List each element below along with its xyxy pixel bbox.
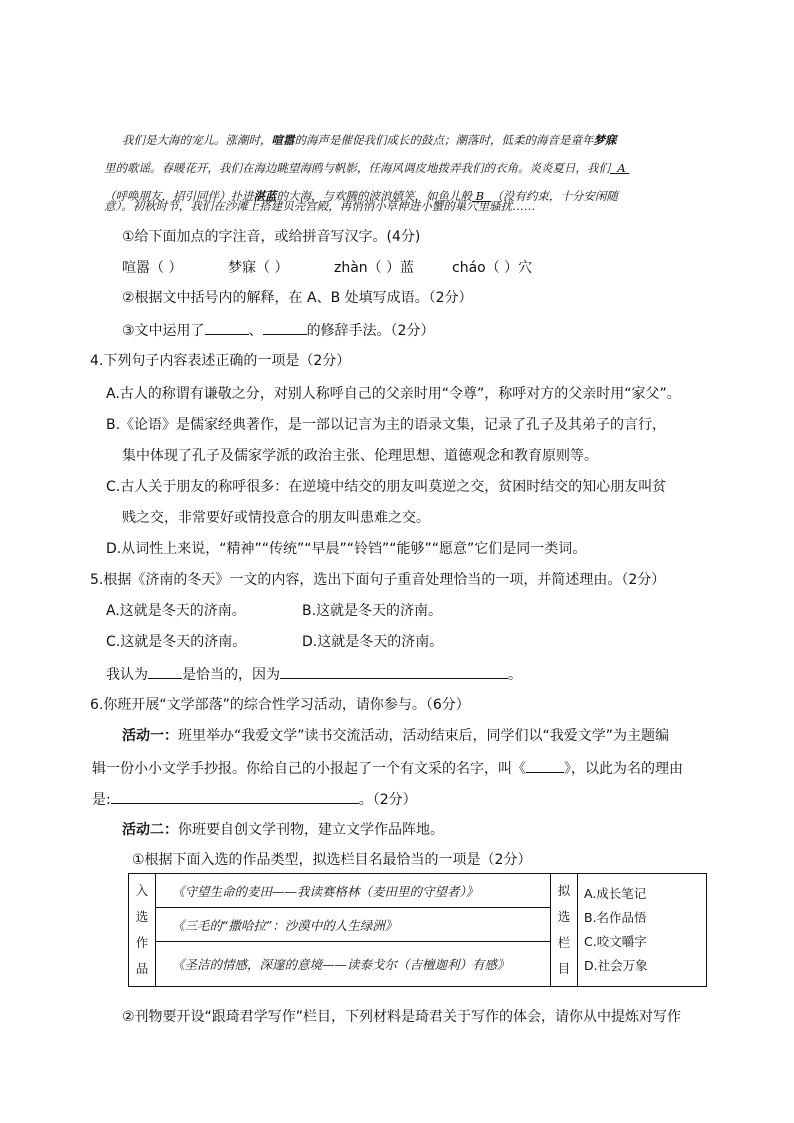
activity-2-title: 活动二：	[122, 822, 178, 838]
work-item-2: 《三毛的“撒哈拉”：沙漠中的人生绿洲》	[156, 908, 551, 942]
q5-choice-blank[interactable]	[148, 664, 182, 679]
q6-activity-1-line2	[92, 758, 683, 778]
activity-1-text: 》，以此为名的理由	[564, 761, 683, 777]
q5-option-b: B.这就是冬天的济南。	[302, 603, 443, 619]
q3-sub1: ①给下面加点的字注音，或给拼音写汉字。(4分)	[122, 229, 421, 245]
q5-answer-line	[106, 664, 522, 684]
right-head-char: 目	[557, 961, 571, 976]
left-head-char: 选	[135, 909, 149, 924]
passage-text: 的海声是催促我们成长的鼓点；潮落时，低柔的海音是童年	[294, 133, 594, 147]
q6-activity-2-sub2: ②刊物要开设“跟琦君学写作”栏目，下列材料是琦君关于写作的体会，请你从中提炼对写作	[122, 1009, 682, 1025]
newspaper-name-blank[interactable]	[526, 758, 564, 773]
passage-line-2	[104, 159, 629, 177]
q4-option-c: C.古人关于朋友的称呼很多：在逆境中结交的朋友叫莫逆之交，贫困时结交的知心朋友叫贫	[106, 479, 667, 495]
rhetoric-blank-1[interactable]	[205, 320, 249, 335]
activity-1-text: 班里举办“我爱文学”读书交流活动，活动结束后，同学们以“我爱文学”为主题编	[178, 728, 670, 744]
q4-option-b: B.《论语》是儒家经典著作，是一部以记言为主的语录文集，记录了孔子及其弟子的言行，	[106, 417, 667, 433]
passage-text: 里的歌谣。春暖花开，我们在海边眺望海鸥与帆影，任海风调皮地拨弄我们的衣角。炎炎夏日，我们	[104, 161, 610, 175]
option-a[interactable]: A.成长笔记	[584, 886, 647, 901]
q4-stem: 4.下列句子内容表述正确的一项是（2分）	[90, 353, 351, 369]
passage-text: 我们是大海的宠儿。涨潮时，	[122, 133, 272, 147]
right-head-char: 拟	[557, 883, 571, 898]
column-selection-table	[128, 873, 707, 987]
left-head-char: 入	[135, 883, 149, 898]
q6-activity-2	[122, 821, 444, 839]
blank-a-label: A	[617, 161, 626, 175]
q4-option-a: A.古人的称谓有谦敬之分，对别人称呼自己的父亲时用“令尊”，称呼对方的父亲时用“家父”。	[106, 386, 681, 402]
option-c[interactable]: C.咬文嚼字	[584, 934, 647, 949]
q6-activity-1	[122, 727, 669, 745]
rhetoric-blank-2[interactable]	[263, 320, 307, 335]
left-head-char: 作	[135, 935, 149, 950]
q4-option-b-cont: 集中体现了孔子及儒家学派的政治主张、伦理思想、道德观念和教育原则等。	[122, 448, 598, 464]
dotted-word-mengmei: 梦寐	[593, 133, 617, 147]
activity-1-text: 。（2分）	[358, 792, 417, 808]
options-cell	[578, 874, 707, 987]
passage-text: 意）。初秋时节，我们在沙滩上搭建贝壳宫殿，再悄悄小草伸进小蟹的巢穴里骚扰……	[104, 199, 536, 213]
q3-word-xuanxiao: 喧嚣（ ）	[122, 260, 183, 276]
q5-stem: 5.根据《济南的冬天》一文的内容，选出下面句子重音处理恰当的一项，并简述理由。（2分）	[90, 572, 666, 588]
option-b[interactable]: B.名作品悟	[584, 910, 647, 925]
q3-sub3	[122, 320, 434, 340]
q3-word-mengmei: 梦寐（ ）	[228, 260, 289, 276]
passage-text: （没有约束，十分安闲随	[491, 189, 618, 203]
q5-reason-blank[interactable]	[280, 664, 508, 679]
q6-activity-1-line3	[92, 789, 417, 809]
dotted-word-xuanxiao: 喧嚣	[271, 133, 295, 147]
right-head-char: 选	[557, 909, 571, 924]
right-head-char: 栏	[557, 935, 571, 950]
q3-word-chao: cháo（ ）穴	[452, 260, 533, 276]
q4-option-c-cont: 贱之交，非常要好或情投意合的朋友叫患难之交。	[122, 510, 430, 526]
q3-sub3-text: ③文中运用了	[122, 323, 205, 339]
passage-text: 的大海，与欢腾的波浪嬉笑，如鱼儿般	[276, 189, 472, 203]
blank-b-label: B	[475, 189, 485, 203]
q3-sub2: ②根据文中括号内的解释，在 A、B 处填写成语。（2分）	[122, 290, 473, 306]
work-item-3: 《圣洁的情感，深邃的意境——读泰戈尔（吉檀迦利）有感》	[156, 942, 551, 987]
activity-2-text: 你班要自创文学刊物，建立文学作品阵地。	[178, 822, 444, 838]
q6-stem: 6.你班开展“文学部落”的综合性学习活动，请你参与。（6分）	[90, 697, 470, 713]
table-right-header	[551, 874, 578, 987]
table-left-header	[129, 874, 156, 987]
q5-answer-text: 。	[508, 667, 522, 683]
q3-word-zhan: zhàn（ ）蓝	[334, 260, 415, 276]
q4-option-d: D.从词性上来说，“精神”“传统”“早晨”“铃铛”“能够”“愿意”它们是同一类词。	[106, 541, 587, 557]
naming-reason-blank[interactable]	[111, 789, 359, 804]
q5-answer-text: 是恰当的，因为	[182, 667, 280, 683]
passage-text: （呼唤朋友，招引同伴）扑进	[104, 189, 254, 203]
q5-answer-text: 我认为	[106, 667, 148, 683]
q3-sub3-text: 的修辞手法。（2分）	[306, 323, 435, 339]
q5-option-d: D.这就是冬天的济南。	[302, 634, 444, 650]
activity-1-title: 活动一：	[122, 728, 178, 744]
q5-option-c: C.这就是冬天的济南。	[106, 634, 247, 650]
activity-1-text: 是:	[92, 792, 111, 808]
passage-line-1	[122, 131, 617, 149]
left-head-char: 品	[135, 961, 149, 976]
passage-line-4	[104, 197, 535, 215]
q5-option-a: A.这就是冬天的济南。	[106, 603, 246, 619]
q3-sub3-text: 、	[248, 323, 263, 339]
work-item-1: 《守望生命的麦田——我读赛格林（麦田里的守望者）》	[156, 874, 551, 908]
dotted-word-zhanlan: 湛蓝	[253, 189, 277, 203]
q6-activity-2-sub1: ①根据下面入选的作品类型，拟选栏目名最恰当的一项是（2分）	[132, 852, 532, 868]
option-d[interactable]: D.社会万象	[584, 958, 648, 973]
activity-1-text: 辑一份小小文学手抄报。你给自己的小报起了一个有文采的名字，叫《	[92, 761, 526, 777]
blank-a[interactable]	[610, 161, 629, 175]
